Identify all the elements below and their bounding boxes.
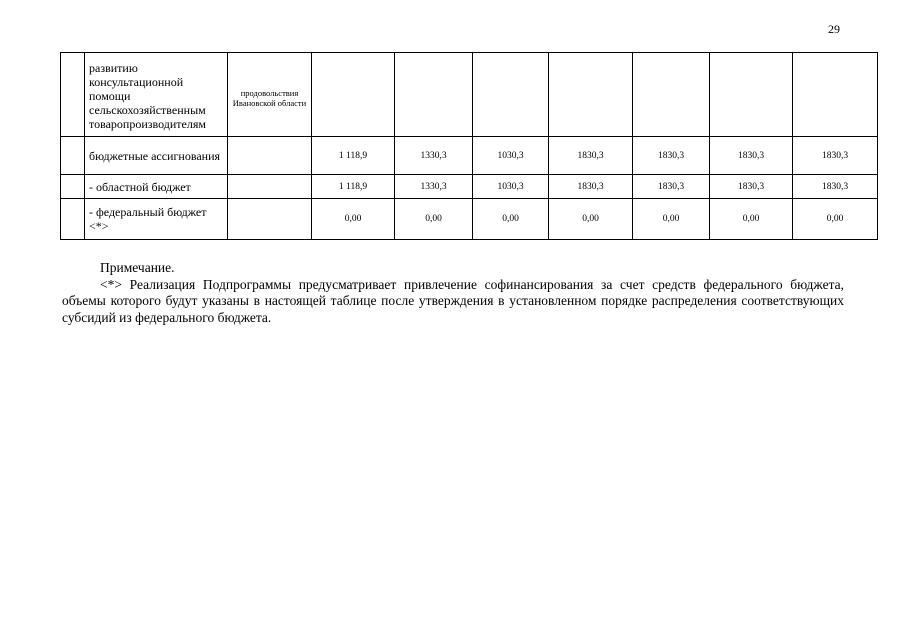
value-cell: 1830,3 bbox=[549, 137, 633, 175]
executor-cell bbox=[228, 199, 312, 240]
value-cell: 1330,3 bbox=[395, 137, 473, 175]
executor-cell bbox=[228, 175, 312, 199]
row-number-cell bbox=[61, 137, 85, 175]
executor-cell bbox=[228, 137, 312, 175]
page-number: 29 bbox=[828, 22, 840, 36]
value-cell: 1830,3 bbox=[633, 137, 710, 175]
row-name-cell: бюджетные ассигнования bbox=[85, 137, 228, 175]
note-title: Примечание. bbox=[100, 260, 175, 275]
table-row bbox=[61, 53, 878, 137]
value-cell: 1830,3 bbox=[633, 175, 710, 199]
value-cell: 1830,3 bbox=[710, 175, 793, 199]
executor-cell: продовольствия Ивановской области bbox=[228, 53, 312, 137]
value-cell: 1830,3 bbox=[710, 137, 793, 175]
value-cell bbox=[710, 53, 793, 137]
value-cell: 0,00 bbox=[633, 199, 710, 240]
value-cell: 1330,3 bbox=[395, 175, 473, 199]
value-cell bbox=[312, 53, 395, 137]
note-text: <*> Реализация Подпрограммы предусматривает привлечение софинансирования за счет средств федерального бюджета, объемы которого будут указаны в настоящей таблице после утверждения в установленном порядке распределения соответствующих субсидий из федерального бюджета. bbox=[62, 276, 844, 325]
value-cell: 0,00 bbox=[473, 199, 549, 240]
table-row bbox=[61, 175, 878, 199]
table-row bbox=[61, 199, 878, 240]
value-cell: 1830,3 bbox=[549, 175, 633, 199]
value-cell bbox=[395, 53, 473, 137]
row-name-cell: развитию консультационной помощи сельскохозяйственным товаропроизводителям bbox=[85, 53, 228, 137]
row-number-cell bbox=[61, 53, 85, 137]
value-cell bbox=[549, 53, 633, 137]
value-cell: 0,00 bbox=[549, 199, 633, 240]
value-cell bbox=[473, 53, 549, 137]
row-name-cell: - областной бюджет bbox=[85, 175, 228, 199]
row-number-cell bbox=[61, 175, 85, 199]
value-cell: 1 118,9 bbox=[312, 137, 395, 175]
table-row bbox=[61, 137, 878, 175]
row-name-cell: - федеральный бюджет <*> bbox=[85, 199, 228, 240]
value-cell: 0,00 bbox=[710, 199, 793, 240]
value-cell: 1830,3 bbox=[793, 137, 878, 175]
row-number-cell bbox=[61, 199, 85, 240]
value-cell: 0,00 bbox=[793, 199, 878, 240]
footnote bbox=[62, 260, 844, 326]
value-cell: 0,00 bbox=[395, 199, 473, 240]
value-cell: 0,00 bbox=[312, 199, 395, 240]
value-cell: 1030,3 bbox=[473, 137, 549, 175]
value-cell: 1 118,9 bbox=[312, 175, 395, 199]
value-cell: 1830,3 bbox=[793, 175, 878, 199]
value-cell bbox=[793, 53, 878, 137]
value-cell: 1030,3 bbox=[473, 175, 549, 199]
value-cell bbox=[633, 53, 710, 137]
budget-table bbox=[60, 52, 878, 240]
